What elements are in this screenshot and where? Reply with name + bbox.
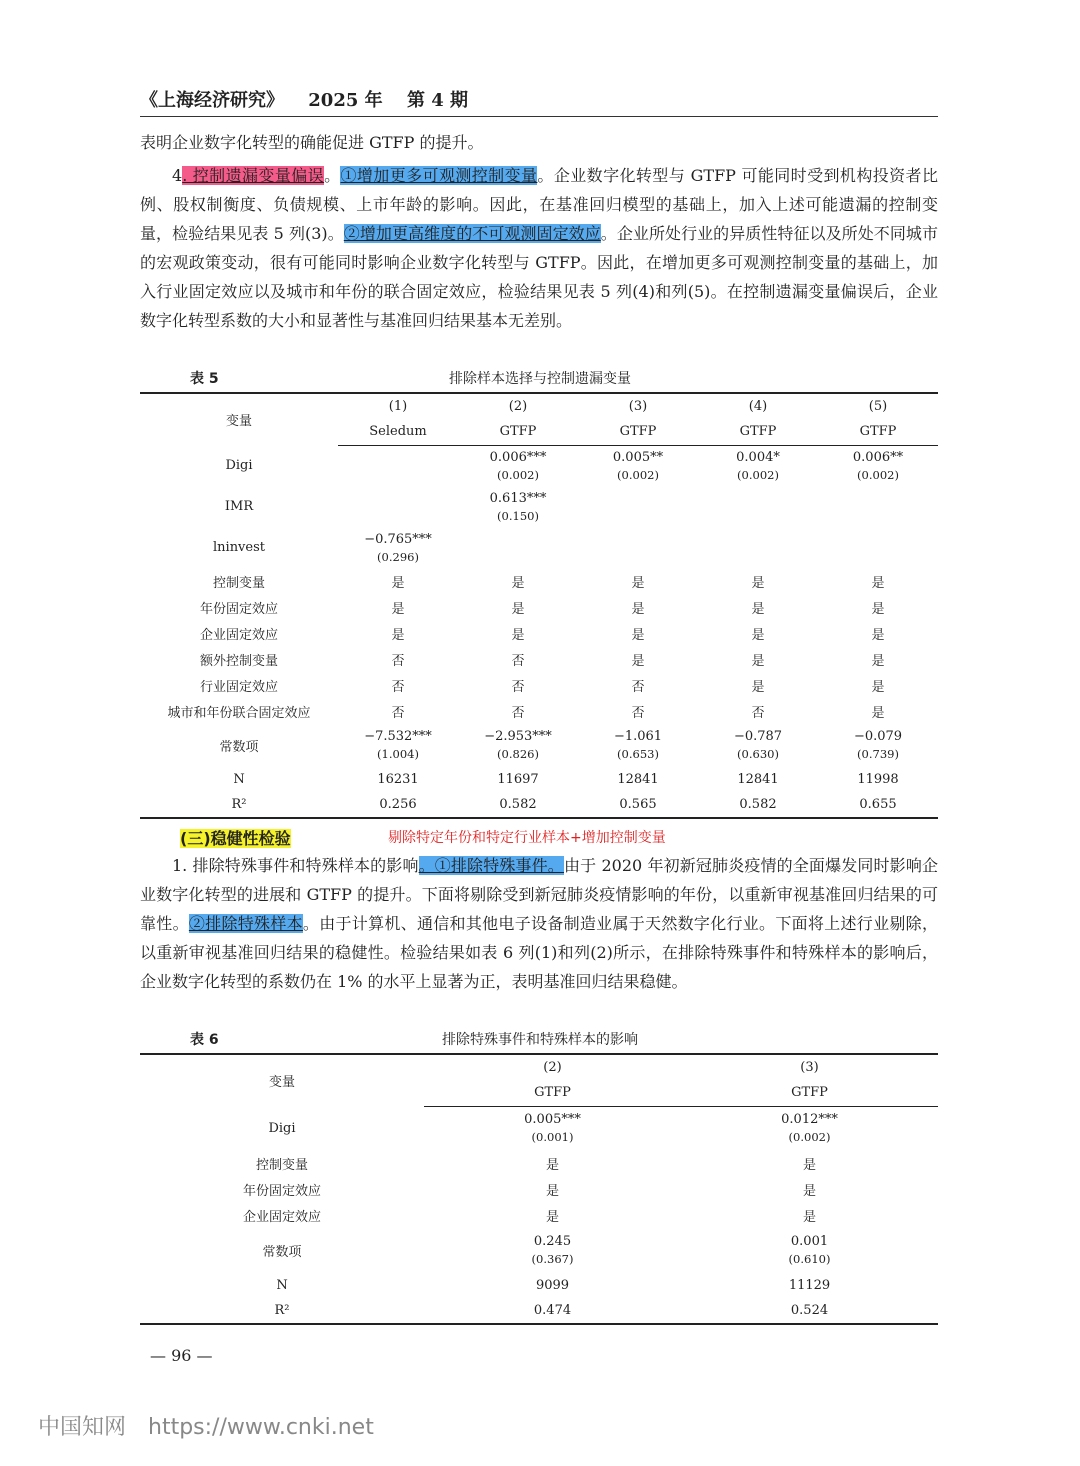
table5-caption: [190, 366, 890, 388]
highlight-special-events: 。①排除特殊事件。: [418, 856, 564, 875]
table6-row-controls: 控制变量 是 是: [255, 1157, 816, 1173]
table6-var-header: 变量: [140, 1054, 424, 1106]
journal-name: 《上海经济研究》: [140, 90, 284, 111]
table5-row-digi: Digi 0.006*** (0.002) 0.005** (0.002) 0.004* (0.002) 0.006** (0.002): [225, 449, 904, 482]
table5-row-year-fe: 年份固定效应 是 是 是 是 是: [199, 601, 885, 617]
table6-colnum: (2): [424, 1054, 681, 1080]
table5-colnum: (2): [458, 393, 578, 419]
table5-row-lninvest: lninvest −0.765*** (0.296): [213, 531, 432, 564]
table5-row-industry-fe: 行业固定效应 否 否 否 是 是: [199, 679, 885, 695]
table5-title: 排除样本选择与控制遗漏变量: [449, 371, 631, 387]
section-heading: (三)稳健性检验: [180, 829, 291, 848]
table5-row-extra-controls: 额外控制变量 否 否 是 是 是: [199, 653, 885, 669]
page-number: — 96 —: [150, 1346, 213, 1365]
table5-row-firm-fe: 企业固定效应 是 是 是 是 是: [199, 627, 885, 643]
table6-colname: GTFP: [424, 1080, 681, 1106]
table6-label: 表 6: [190, 1032, 219, 1048]
highlight-special-samples: ②排除特殊样本: [188, 914, 303, 933]
table5-row-n: N 16231 11697 12841 12841 11998: [233, 771, 899, 787]
table6-row-r2: R² 0.474 0.524: [140, 1298, 938, 1324]
table5-colname: Seledum: [338, 419, 458, 445]
paragraph-1: 表明企业数字化转型的确能促进 GTFP 的提升。: [140, 133, 484, 152]
table5-colnum: (1): [338, 393, 458, 419]
item-number: 4: [172, 166, 183, 185]
table5-colname: GTFP: [578, 419, 698, 445]
watermark-url[interactable]: https://www.cnki.net: [148, 1415, 374, 1440]
table5-row-imr: IMR 0.613*** (0.150): [224, 490, 547, 523]
table5-colnum: (4): [698, 393, 818, 419]
table5-label: 表 5: [190, 371, 219, 387]
table5-row-city-year-fe: 城市和年份联合固定效应 否 否 否 否 是: [167, 705, 885, 721]
table6-caption: [190, 1027, 890, 1049]
table5-colname: GTFP: [818, 419, 938, 445]
table5-colnum: (3): [578, 393, 698, 419]
paragraph-control-omitted-variables: 4. 控制遗漏变量偏误。①增加更多可观测控制变量。企业数字化转型与 GTFP 可能同时受到机构投资者比例、股权制衡度、负债规模、上市年龄的影响。因此，在基准回归模型的基础上，加入上述可能遗漏的控制变量，检验结果见表 5 列(3)。②增加更高维度的不可观测固定效应。企业所处行业的异质性特征以及所处不同城市的宏观政策变动，很有可能同时影响企业数字化转型与 GTFP。因此，在增加更多可观测控制变量的基础上，加入行业固定效应以及城市和年份的联合固定效应，检验结果见表 5 列(4)和列(5)。在控制遗漏变量偏误后，企业数字化转型系数的大小和显著性与基准回归结果基本无差别。: [140, 166, 938, 330]
table6-row-digi: Digi 0.005*** (0.001) 0.012*** (0.002): [268, 1112, 838, 1145]
table5-colname: GTFP: [458, 419, 578, 445]
watermark-site: 中国知网: [38, 1415, 127, 1440]
highlight-higher-fixed-effects: ②增加更高维度的不可观测固定效应: [343, 224, 601, 243]
table6-title: 排除特殊事件和特殊样本的影响: [442, 1032, 638, 1048]
table5-row-r2: R² 0.256 0.582 0.565 0.582 0.655: [140, 792, 938, 818]
table5-row-constant: 常数项 −7.532*** (1.004) −2.953*** (0.826) −1.061 (0.653) −0.787 (0.630) −0.079 (0.739): [219, 729, 903, 761]
highlight-subheading: . 控制遗漏变量偏误: [182, 166, 325, 185]
cnki-watermark: [38, 1410, 396, 1441]
table5-var-header: 变量: [140, 393, 338, 445]
table6-row-firm-fe: 企业固定效应 是 是: [242, 1209, 816, 1225]
journal-issue: 第 4 期: [406, 90, 468, 111]
running-header: [140, 86, 938, 117]
table6-row-n: N 9099 11129: [276, 1277, 831, 1293]
table6-colnum: (3): [681, 1054, 938, 1080]
highlight-more-controls: ①增加更多可观测控制变量: [340, 166, 538, 185]
journal-year: 2025 年: [308, 90, 383, 111]
table5-colnum: (5): [818, 393, 938, 419]
table6-row-year-fe: 年份固定效应 是 是: [242, 1183, 816, 1199]
table5-colname: GTFP: [698, 419, 818, 445]
table5: [140, 392, 938, 819]
table6-colname: GTFP: [681, 1080, 938, 1106]
table6-row-constant: 常数项 0.245 (0.367) 0.001 (0.610): [262, 1234, 831, 1266]
annotation-note: 剔除特定年份和特定行业样本+增加控制变量: [388, 830, 666, 846]
paragraph-special-events: 1. 排除特殊事件和特殊样本的影响。①排除特殊事件。由于 2020 年初新冠肺炎疫情的全面爆发同时影响企业数字化转型的进展和 GTFP 的提升。下面将剔除受到新冠肺炎疫情影响的年份，以重新审视基准回归结果的可靠性。②排除特殊样本。由于计算机、通信和其他电子设备制造业属于天然数字化行业。下面将上述行业剔除，以重新审视基准回归结果的稳健性。检验结果如表 6 列(1)和列(2)所示，在排除特殊事件和特殊样本的影响后，企业数字化转型的系数仍在 1% 的水平上显著为正，表明基准回归结果稳健。: [140, 856, 938, 991]
table5-row-controls: 控制变量 是 是 是 是 是: [212, 575, 885, 591]
table6: [140, 1053, 938, 1325]
